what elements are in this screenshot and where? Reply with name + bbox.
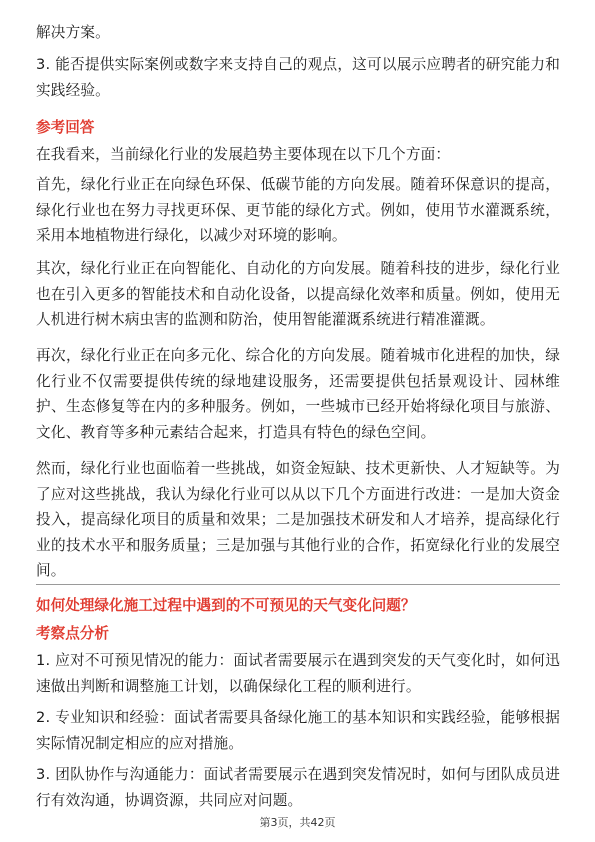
page-number: 第3页，共42页 <box>259 816 336 829</box>
analysis-heading: 考察点分析 <box>36 625 109 642</box>
answer-intro: 在我看来，当前绿化行业的发展趋势主要体现在以下几个方面： <box>36 146 451 163</box>
section-divider <box>36 584 560 585</box>
answer-paragraph-3: 再次，绿化行业正在向多元化、综合化的方向发展。随着城市化进程的加快，绿化行业不仅需要提供传统的绿地建设服务，还需要提供包括景观设计、园林维护、生态修复等在内的多种服务。例如，一些城市已经开始将绿化项目与旅游、文化、教育等多种元素结合起来，打造具有特色的绿色空间。 <box>36 347 560 441</box>
evaluation-point-3: 3. 能否提供实际案例或数字来支持自己的观点，这可以展示应聘者的研究能力和实践经验。 <box>36 56 560 99</box>
answer-paragraph-1: 首先，绿化行业正在向绿色环保、低碳节能的方向发展。随着环保意识的提高，绿化行业也在努力寻找更环保、更节能的绿化方式。例如，使用节水灌溉系统，采用本地植物进行绿化，以减少对环境的影响。 <box>36 176 560 245</box>
answer-paragraph-2: 其次，绿化行业正在向智能化、自动化的方向发展。随着科技的进步，绿化行业也在引入更多的智能技术和自动化设备，以提高绿化效率和质量。例如，使用无人机进行树木病虫害的监测和防治，使用智能灌溉系统进行精准灌溉。 <box>36 260 560 329</box>
analysis-point-3: 3. 团队协作与沟通能力：面试者需要展示在遇到突发情况时，如何与团队成员进行有效沟通，协调资源，共同应对问题。 <box>36 766 560 809</box>
reference-answer-heading: 参考回答 <box>36 119 95 136</box>
continued-text: 解决方案。 <box>36 24 110 41</box>
analysis-point-1: 1. 应对不可预见情况的能力：面试者需要展示在遇到突发的天气变化时，如何迅速做出判断和调整施工计划，以确保绿化工程的顺利进行。 <box>36 652 560 695</box>
answer-paragraph-4: 然而，绿化行业也面临着一些挑战，如资金短缺、技术更新快、人才短缺等。为了应对这些挑战，我认为绿化行业可以从以下几个方面进行改进：一是加大资金投入，提高绿化项目的质量和效果；二是加强技术研发和人才培养，提高绿化行业的技术水平和服务质量；三是加强与其他行业的合作，拓宽绿化行业的发展空间。 <box>36 460 560 580</box>
question-title: 如何处理绿化施工过程中遇到的不可预见的天气变化问题？ <box>36 597 416 614</box>
analysis-point-2: 2. 专业知识和经验：面试者需要具备绿化施工的基本知识和实践经验，能够根据实际情况制定相应的应对措施。 <box>36 709 560 752</box>
